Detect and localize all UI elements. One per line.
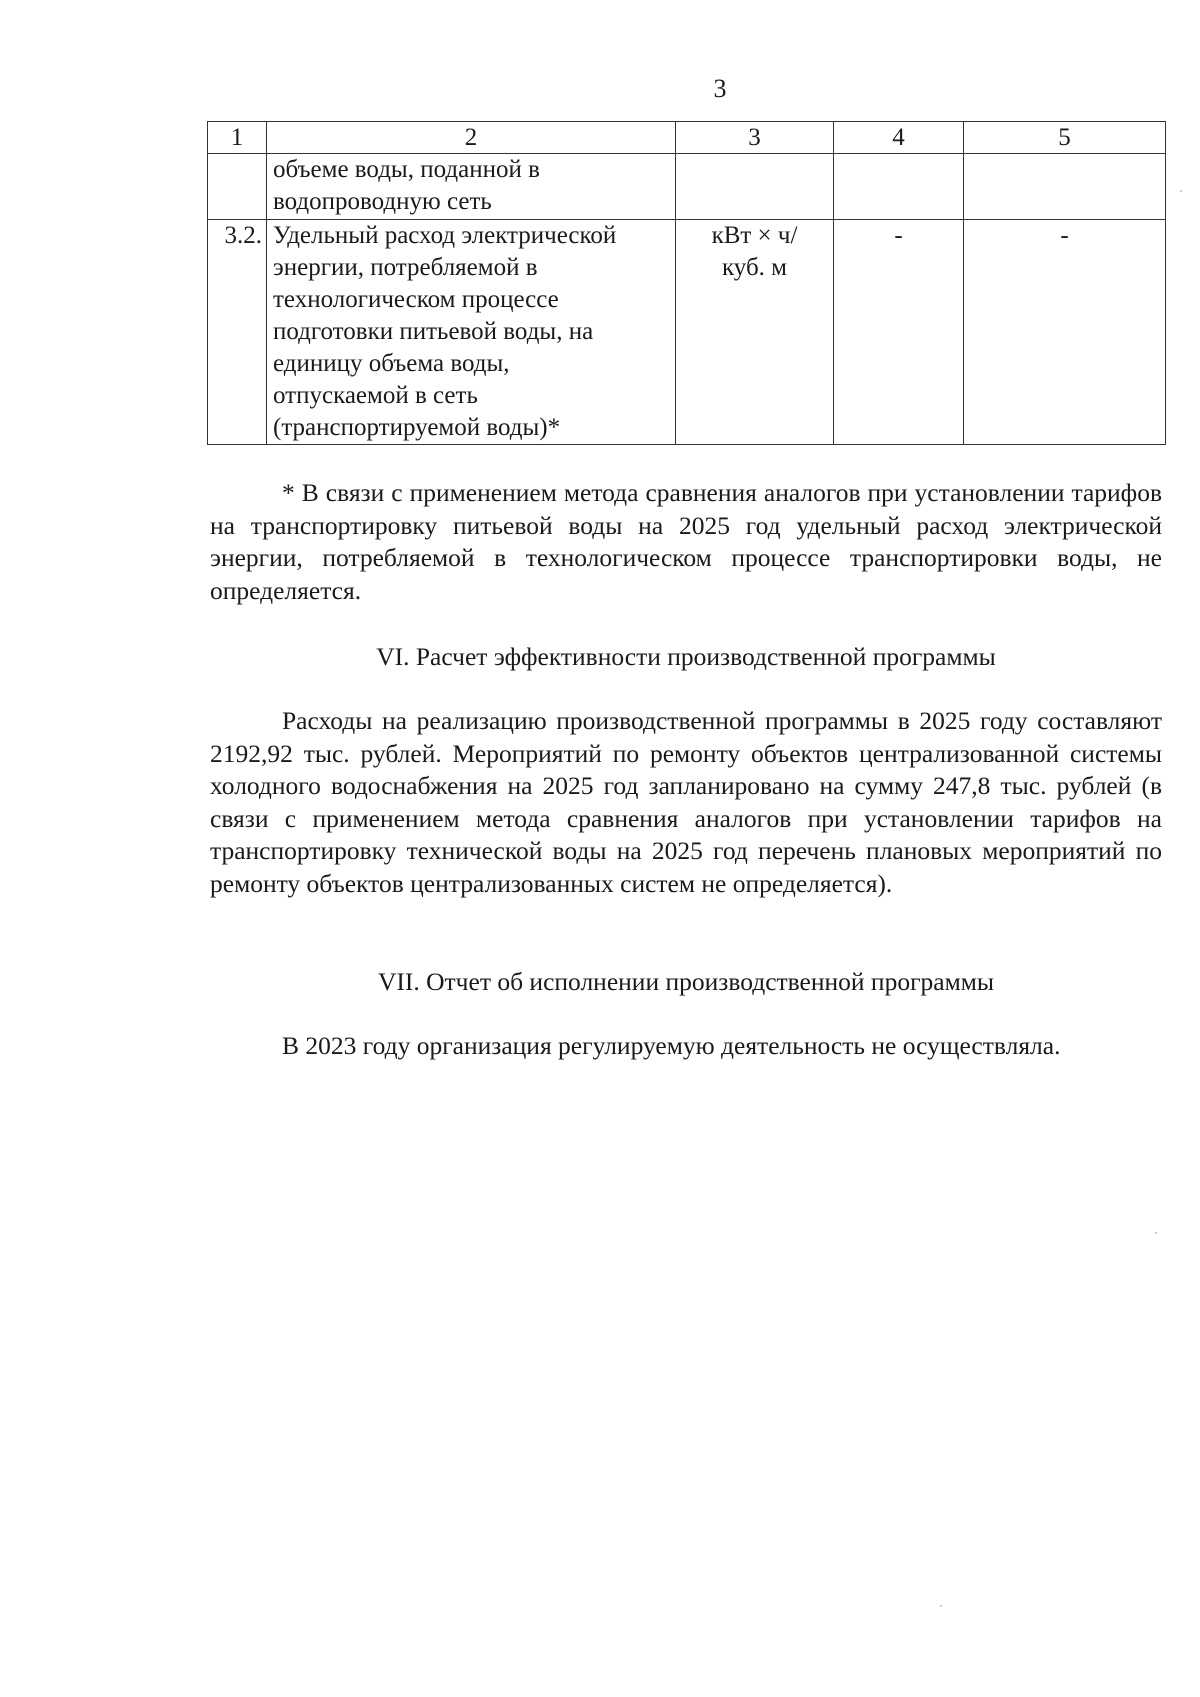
indicator-name-line: энергии, потребляемой в bbox=[273, 254, 538, 281]
row-number: 3.2. bbox=[208, 220, 267, 445]
indicator-name-line: отпускаемой в сеть bbox=[273, 382, 478, 409]
footnote: * В связи с применением метода сравнения аналогов при установлении тарифов на транспортировку питьевой воды на 2025 год удельный расход электрической энергии, потребляемой в технологическом процессе транспортировки воды, не определяется. bbox=[210, 478, 1162, 605]
indicator-name-line: водопроводную сеть bbox=[273, 188, 492, 215]
header-cell: 2 bbox=[267, 122, 676, 154]
value-cell: - bbox=[834, 220, 964, 445]
unit-cell bbox=[676, 154, 834, 220]
indicator-name bbox=[267, 154, 676, 220]
header-cell: 1 bbox=[208, 122, 267, 154]
indicator-name-line: технологическом процессе bbox=[273, 286, 559, 313]
indicator-name-line: подготовки питьевой воды, на bbox=[273, 318, 594, 345]
section-6-heading: VI. Расчет эффективности производственной программы bbox=[376, 642, 996, 671]
row-number bbox=[208, 154, 267, 220]
value-cell bbox=[964, 154, 1166, 220]
table-row bbox=[208, 220, 1166, 445]
header-cell: 4 bbox=[834, 122, 964, 154]
header-cell: 3 bbox=[676, 122, 834, 154]
unit-cell bbox=[676, 220, 834, 445]
page-number: 3 bbox=[713, 74, 727, 103]
indicator-name-line: (транспортируемой воды)* bbox=[273, 414, 561, 441]
table-header-row bbox=[208, 122, 1166, 154]
unit-line: куб. м bbox=[721, 254, 787, 281]
scan-speck bbox=[1155, 1232, 1157, 1234]
unit-line: кВт × ч/ bbox=[711, 222, 798, 249]
indicator-name-line: единицу объема воды, bbox=[273, 350, 510, 377]
indicator-name bbox=[267, 220, 676, 445]
value-cell: - bbox=[964, 220, 1166, 445]
section-7-heading: VII. Отчет об исполнении производственной программы bbox=[377, 967, 995, 996]
scan-speck bbox=[940, 1605, 942, 1607]
scan-speck bbox=[1180, 190, 1182, 192]
indicators-table bbox=[207, 121, 1166, 445]
header-cell: 5 bbox=[964, 122, 1166, 154]
indicator-name-line: объеме воды, поданной в bbox=[273, 156, 540, 183]
value-cell bbox=[834, 154, 964, 220]
section-6-text: Расходы на реализацию производственной программы в 2025 году составляют 2192,92 тыс. рублей. Мероприятий по ремонту объектов централизованной системы холодного водоснабжения на 2025 год запланировано на сумму 247,8 тыс. рублей (в связи с применением метода сравнения аналогов при установлении тарифов на транспортировку технической воды на 2025 год перечень плановых мероприятий по ремонту объектов централизованных систем не определяется). bbox=[210, 706, 1162, 898]
indicator-name-line: Удельный расход электрической bbox=[273, 222, 617, 249]
table-row bbox=[208, 154, 1166, 220]
section-7-text: В 2023 году организация регулируемую деятельность не осуществляла. bbox=[282, 1031, 1061, 1060]
